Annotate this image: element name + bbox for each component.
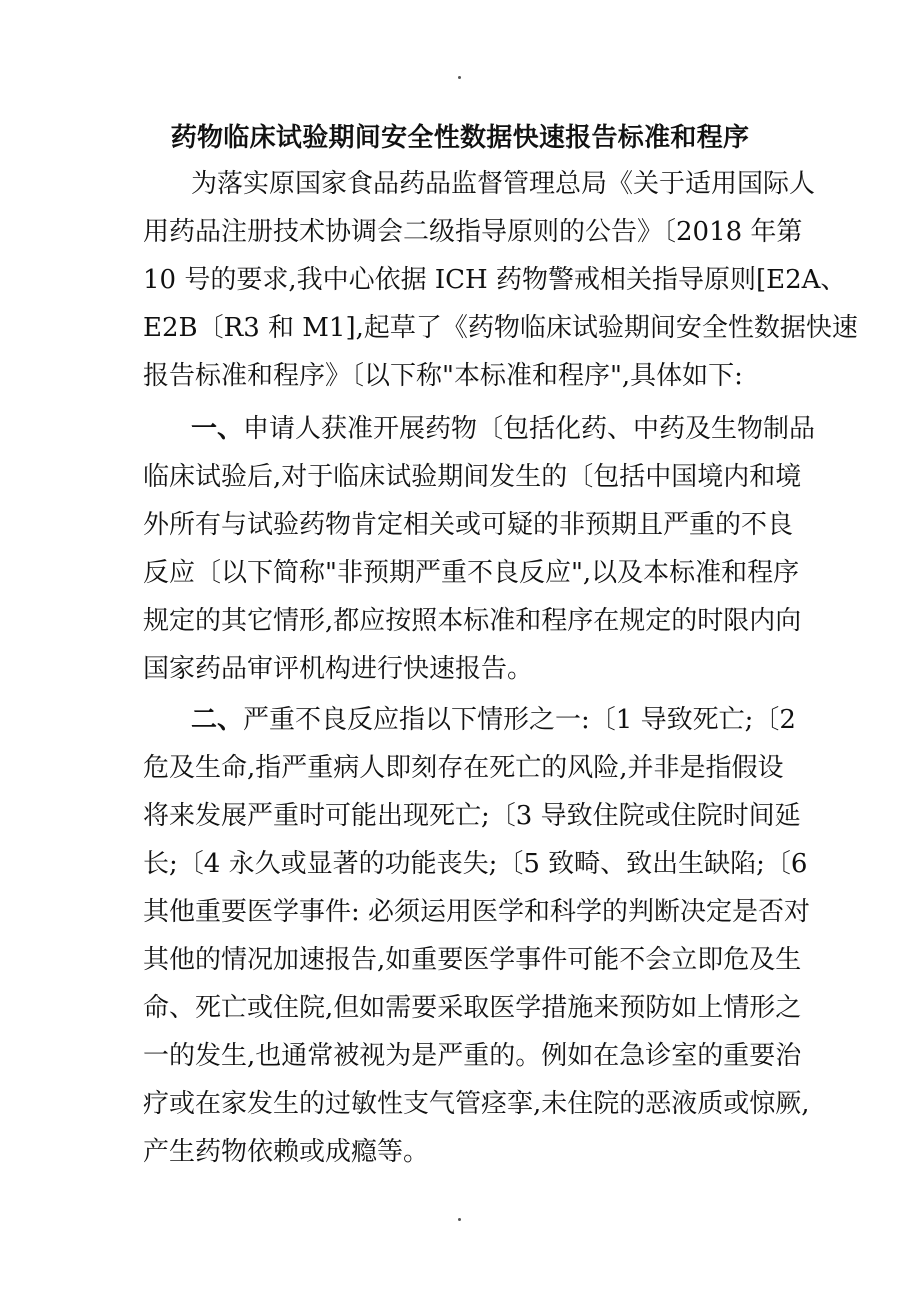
section2-line: 命、死亡或住院,但如需要采取医学措施来预防如上情形之 (143, 993, 802, 1023)
section2-line: 将来发展严重时可能出现死亡;〔3 导致住院或住院时间延 (143, 801, 801, 831)
section2-line: 产生药物依赖或成瘾等。 (143, 1137, 430, 1167)
section1-line: 国家药品审评机构进行快速报告。 (143, 654, 534, 684)
section1-line: 规定的其它情形,都应按照本标准和程序在规定的时限内向 (143, 606, 802, 636)
section2-line: 其他的情况加速报告,如重要医学事件可能不会立即危及生 (143, 945, 802, 975)
section1-first-line (191, 410, 815, 448)
section2-line: 危及生命,指严重病人即刻存在死亡的风险,并非是指假设 (143, 753, 784, 783)
section2-line: 一的发生,也通常被视为是严重的。例如在急诊室的重要治 (143, 1041, 802, 1071)
intro-line: 报告标准和程序》〔以下称"本标准和程序",具体如下: (143, 361, 743, 391)
section1-line: 反应〔以下简称"非预期严重不良反应",以及本标准和程序 (143, 558, 800, 588)
section2-heading: 二、 (191, 705, 244, 735)
section1-line: 外所有与试验药物肯定相关或可疑的非预期且严重的不良 (143, 510, 794, 540)
section2-line: 疗或在家发生的过敏性支气管痉挛,未住院的恶液质或惊厥, (143, 1089, 810, 1119)
section1-text: 申请人获准开展药物〔包括化药、中药及生物制品 (243, 414, 816, 444)
section1-heading: 一、 (191, 414, 244, 444)
document-title: 药物临床试验期间安全性数据快速报告标准和程序 (170, 123, 750, 153)
intro-line: E2B〔R3 和 M1],起草了《药物临床试验期间安全性数据快速 (143, 313, 858, 343)
section1-line: 临床试验后,对于临床试验期间发生的〔包括中国境内和境 (143, 462, 802, 492)
header-dot (458, 76, 461, 79)
section2-line: 其他重要医学事件: 必须运用医学和科学的判断决定是否对 (143, 897, 811, 927)
section2-text: 严重不良反应指以下情形之一:〔1 导致死亡;〔2 (243, 705, 796, 735)
section2-first-line (191, 701, 796, 739)
footer-dot (458, 1218, 461, 1221)
section2-line: 长;〔4 永久或显著的功能丧失;〔5 致畸、致出生缺陷;〔6 (143, 849, 808, 879)
intro-line: 用药品注册技术协调会二级指导原则的公告》〔2018 年第 (143, 217, 803, 247)
intro-line: 为落实原国家食品药品监督管理总局《关于适用国际人 (191, 169, 816, 199)
intro-line: 10 号的要求,我中心依据 ICH 药物警戒相关指导原则[E2A、 (143, 265, 847, 295)
